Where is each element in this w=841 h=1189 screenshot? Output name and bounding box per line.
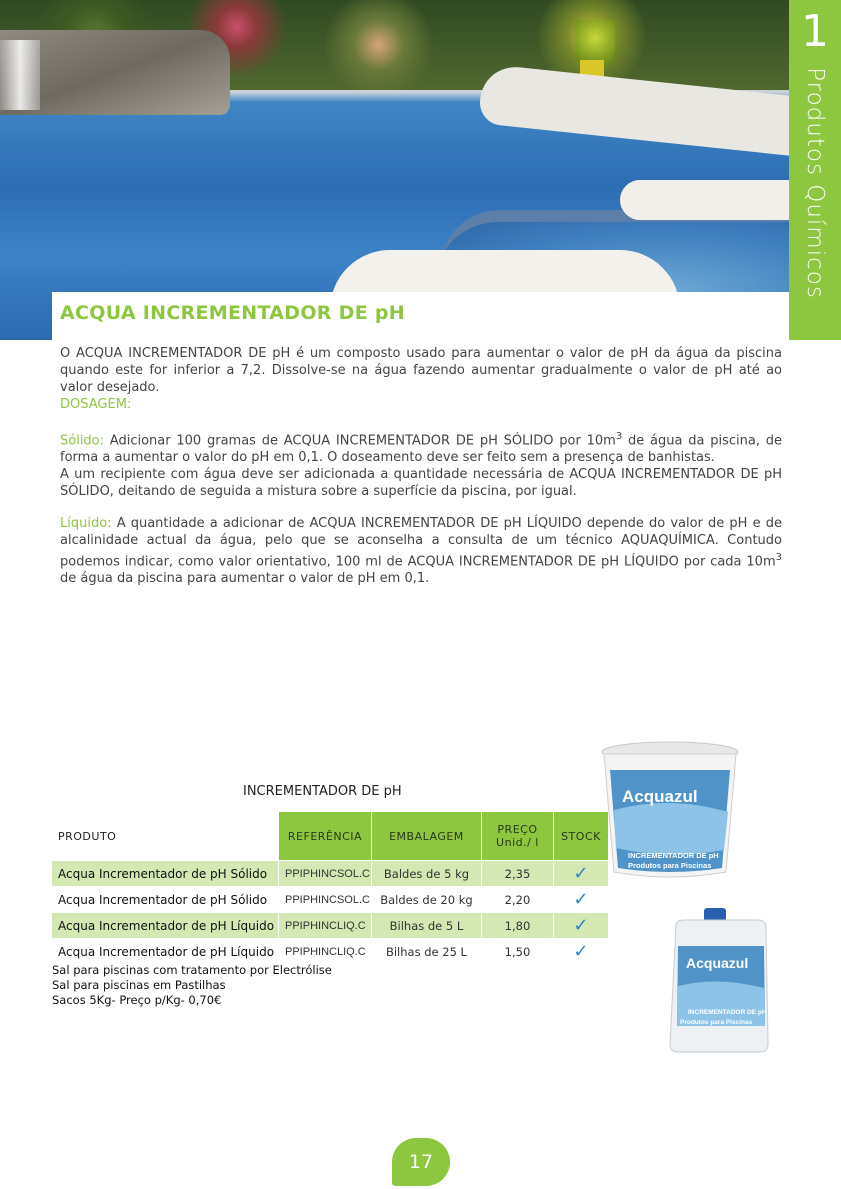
- header-product: PRODUTO: [52, 812, 278, 860]
- header-stock: STOCK: [553, 812, 608, 860]
- liquid-text-a: A quantidade a adicionar de ACQUA INCREMENTADOR DE pH LÍQUIDO depende do valor de pH e de alcalinidade actual da água, pelo que se aconselha a consulta de um técnico AQUAQUÍMICA. Contudo podemos indicar, como valor orientativo, 100 ml de ACQUA INCREMENTADOR DE pH LÍQUIDO por cada 10m: [60, 516, 782, 570]
- check-icon: ✓: [573, 888, 589, 910]
- table-row: [52, 860, 608, 886]
- table-header-row: [52, 812, 608, 860]
- chapter-tab: [789, 0, 841, 340]
- pool-deck-step: [620, 180, 789, 220]
- chapter-label: Produtos Químicos: [802, 67, 828, 299]
- table-row: [52, 938, 608, 964]
- solid-label: Sólido:: [60, 433, 105, 449]
- solid-text-a: Adicionar 100 gramas de ACQUA INCREMENTADOR DE pH SÓLIDO por 10m: [104, 433, 616, 449]
- solid-text-b: de água da piscina, de forma a aumentar o valor do pH em 0,1. O doseamento deve ser feito sem a presença de banhistas.: [60, 433, 782, 466]
- header-packaging: EMBALAGEM: [371, 812, 481, 860]
- cell-reference: PPIPHINCLIQ.C: [278, 938, 371, 964]
- jerrycan-brand: Acquazul: [686, 955, 749, 971]
- bucket-brand: Acquazul: [622, 787, 698, 806]
- cell-price: 1,50: [481, 938, 553, 964]
- cell-stock: [553, 912, 608, 938]
- solid-text-c: A um recipiente com água deve ser adicionada a quantidade necessária de ACQUA INCREMENTADOR DE pH SÓLIDO, deitando de seguida a mistura sobre a superfície da piscina, por igual.: [60, 467, 782, 500]
- solid-sup: 3: [615, 431, 623, 442]
- waterfall: [0, 40, 40, 110]
- intro-paragraph: O ACQUA INCREMENTADOR DE pH é um composto usado para aumentar o valor de pH da água da piscina quando este for inferior a 7,2. Dissolve-se na água fazendo aumentar gradualmente o valor de pH até ao valor desejado.: [60, 346, 782, 395]
- bucket-label-line1: INCREMENTADOR DE pH: [628, 851, 719, 860]
- cell-packaging: Baldes de 5 kg: [371, 860, 481, 886]
- liquid-paragraph: [60, 515, 782, 587]
- cell-reference: PPIPHINCSOL.C: [278, 886, 371, 912]
- cell-product: Acqua Incrementador de pH Sólido: [52, 860, 278, 886]
- cell-price: 2,35: [481, 860, 553, 886]
- header-reference: REFERÊNCIA: [278, 812, 371, 860]
- hero-pool-photo: [0, 0, 789, 340]
- cell-price: 1,80: [481, 912, 553, 938]
- note-line: Sal para piscinas em Pastilhas: [52, 978, 226, 992]
- header-price-text: PREÇO Unid./ l: [496, 823, 539, 849]
- liquid-sup: 3: [775, 552, 782, 563]
- cell-product: Acqua Incrementador de pH Líquido: [52, 912, 278, 938]
- cell-stock: [553, 938, 608, 964]
- cell-packaging: Baldes de 20 kg: [371, 886, 481, 912]
- note-line: Sacos 5Kg- Preço p/Kg- 0,70€: [52, 993, 222, 1007]
- price-table: [52, 812, 608, 964]
- page-number: 17: [392, 1138, 450, 1186]
- cell-price: 2,20: [481, 886, 553, 912]
- cell-packaging: Bilhas de 25 L: [371, 938, 481, 964]
- check-icon: ✓: [573, 914, 589, 936]
- check-icon: ✓: [573, 862, 589, 884]
- table-title: INCREMENTADOR DE pH: [243, 784, 402, 799]
- bucket-product-image: [600, 740, 740, 880]
- cell-product: Acqua Incrementador de pH Líquido: [52, 938, 278, 964]
- header-price: [481, 812, 553, 860]
- note-line: Sal para piscinas com tratamento por Electrólise: [52, 963, 332, 977]
- notes: [52, 963, 332, 1008]
- chapter-number: 1: [801, 6, 829, 57]
- table-row: [52, 912, 608, 938]
- cell-reference: PPIPHINCLIQ.C: [278, 912, 371, 938]
- cell-stock: [553, 886, 608, 912]
- cell-product: Acqua Incrementador de pH Sólido: [52, 886, 278, 912]
- jerrycan-label-line2: Produtos para Piscinas: [680, 1019, 753, 1026]
- solid-paragraph: [60, 428, 782, 500]
- page-title: ACQUA INCREMENTADOR DE pH: [60, 302, 406, 324]
- jerrycan-label-line1: INCREMENTADOR DE pH: [688, 1009, 767, 1016]
- liquid-text-b: de água da piscina para aumentar o valor de pH em 0,1.: [60, 571, 430, 587]
- check-icon: ✓: [573, 940, 589, 962]
- cell-packaging: Bilhas de 5 L: [371, 912, 481, 938]
- liquid-label: Líquido:: [60, 516, 112, 531]
- bucket-label-line2: Produtos para Piscinas: [628, 861, 712, 870]
- jerrycan-product-image: [668, 906, 772, 1054]
- table-row: [52, 886, 608, 912]
- dosage-heading: DOSAGEM:: [60, 397, 132, 412]
- cell-reference: PPIPHINCSOL.C: [278, 860, 371, 886]
